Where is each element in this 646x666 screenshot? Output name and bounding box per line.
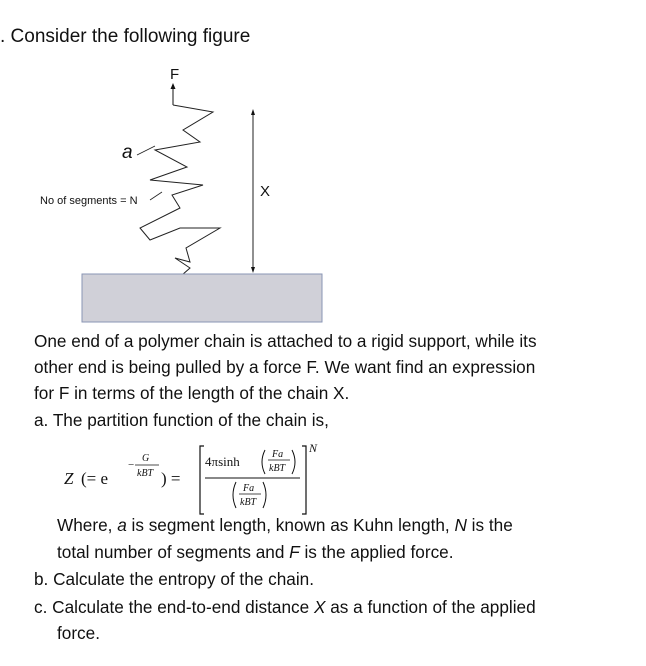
polymer-figure xyxy=(0,55,646,330)
formula-num-kbt: kBT xyxy=(269,463,286,474)
formula-den-fa: Fa xyxy=(243,483,255,494)
formula-close: ) = xyxy=(161,469,181,488)
item-c-line-1: c. Calculate the end-to-end distance X as a function of the applied xyxy=(34,597,536,617)
var-n: N xyxy=(454,515,467,535)
formula-z: Z xyxy=(64,469,74,488)
description-line: other end is being pulled by a force F. We want find an expression xyxy=(34,357,536,377)
where-line-2: total number of segments and F is the applied force. xyxy=(57,542,454,562)
formula-exp-minus: − xyxy=(128,459,135,471)
item-b-label: b. xyxy=(34,569,49,589)
segments-pointer xyxy=(150,192,162,200)
formula-power: N xyxy=(309,444,318,455)
polymer-chain xyxy=(140,105,220,275)
rigid-support xyxy=(82,274,322,322)
formula-num-fa: Fa xyxy=(272,449,284,460)
item-c xyxy=(34,594,536,646)
formula-sinh: 4πsinh xyxy=(205,454,240,469)
item-a-label: a. xyxy=(34,410,49,430)
formula-den-paren-left xyxy=(233,482,236,508)
problem-description xyxy=(34,328,537,406)
formula-left-bracket xyxy=(200,446,204,514)
question-heading: . Consider the following figure xyxy=(0,26,251,47)
formula-exp-denominator: kBT xyxy=(137,468,154,479)
description-line: One end of a polymer chain is attached to a rigid support, while its xyxy=(34,331,537,351)
item-b-text: Calculate the entropy of the chain. xyxy=(53,569,314,589)
force-label: F xyxy=(170,66,180,83)
formula-den-kbt: kBT xyxy=(240,497,257,508)
where-explanation xyxy=(57,512,513,566)
description-line: for F in terms of the length of the chain X. xyxy=(34,383,350,403)
length-label: X xyxy=(260,183,271,200)
formula-paren-left xyxy=(262,450,265,474)
item-c-line-2: force. xyxy=(57,623,100,643)
segment-pointer xyxy=(137,146,155,155)
item-a xyxy=(34,407,329,433)
segments-count-label: No of segments = N xyxy=(40,195,138,207)
formula-right-bracket xyxy=(302,446,306,514)
var-a: a xyxy=(117,515,127,535)
where-line-1: Where, a is segment length, known as Kuhn length, N is the xyxy=(57,515,513,535)
segment-label: a xyxy=(122,142,133,163)
item-b xyxy=(34,566,314,592)
formula-exp-numerator: G xyxy=(142,453,150,464)
partition-function-formula xyxy=(64,444,364,518)
formula-paren-right xyxy=(292,450,295,474)
length-arrow-bottom xyxy=(251,267,255,273)
formula-den-paren-right xyxy=(263,482,266,508)
var-f: F xyxy=(289,542,300,562)
item-c-label: c. xyxy=(34,597,48,617)
var-x: X xyxy=(313,597,326,617)
formula-open: (= e xyxy=(81,469,109,488)
force-arrow-head xyxy=(171,83,176,89)
length-arrow-top xyxy=(251,109,255,115)
item-a-text: The partition function of the chain is, xyxy=(52,410,329,430)
